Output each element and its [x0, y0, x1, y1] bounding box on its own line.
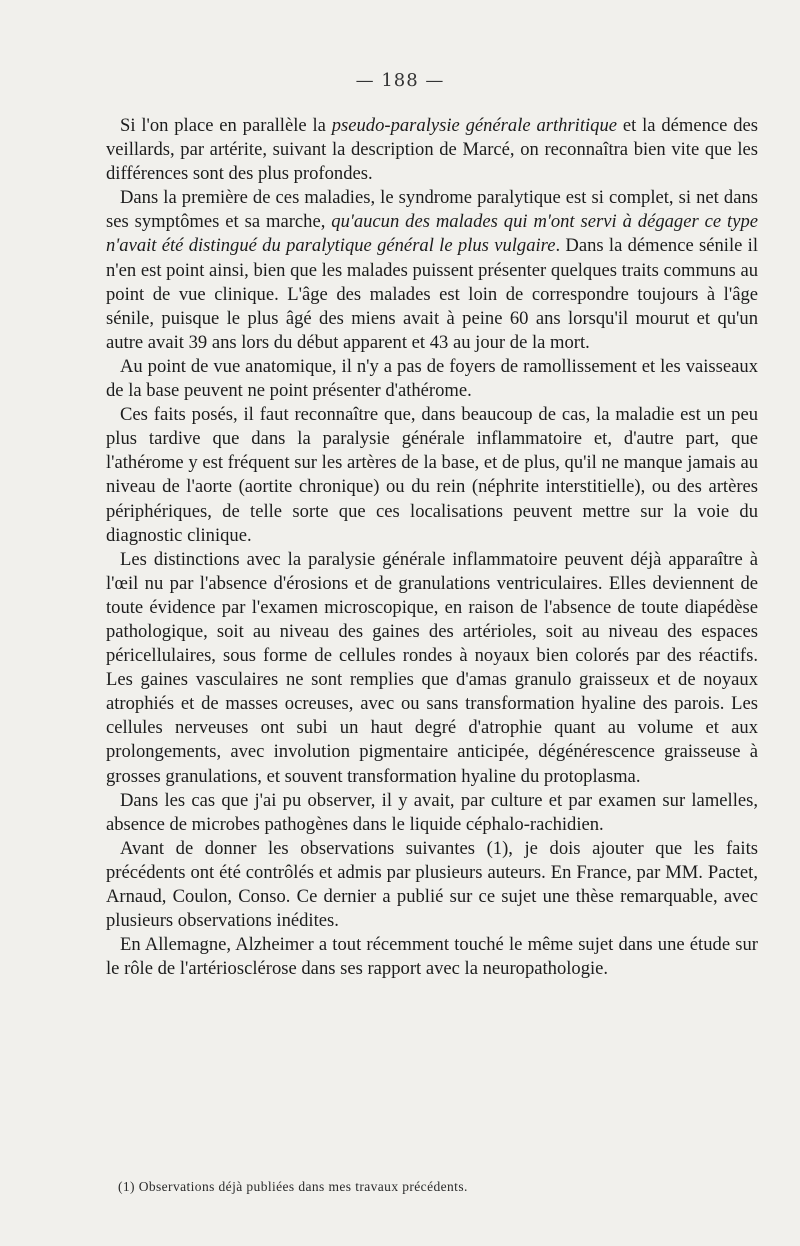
paragraph-4: Ces faits posés, il faut reconnaître que, dans beaucoup de cas, la maladie est un peu plus tardive que dans la paralysie générale inflammatoire et, d'autre part, que l'athérome y est fréquent sur les artères de la base, et de plus, qu'il ne manque jamais au niveau de l'aorte (aortite chronique) ou du rein (néphrite interstitielle), ou des artères périphériques, de telle sorte que ces localisations peuvent mettre sur la voie du diagnostic clinique.: [106, 404, 758, 546]
body-text: [106, 114, 758, 981]
paragraph-1: Si l'on place en parallèle la pseudo-paralysie générale arthritique et la démence des veillards, par artérite, suivant la description de Marcé, on reconnaîtra bien vite que les différences sont des plus profondes.: [106, 115, 758, 185]
paragraph-6: Dans les cas que j'ai pu observer, il y avait, par culture et par examen sur lamelles, absence de microbes pathogènes dans le liquide céphalo-rachidien.: [106, 789, 758, 835]
italic-phrase: qu'aucun des malades qui m'ont servi à dégager ce type n'avait été distingué du paralytique général le plus vulgaire: [106, 211, 758, 257]
paragraph-5: Les distinctions avec la paralysie générale inflammatoire peuvent déjà apparaître à l'œil nu par l'absence d'érosions et de granulations ventriculaires. Elles deviennent de toute évidence par l'examen microscopique, en raison de l'absence de toute diapédèse pathologique, soit au niveau des gaines des artérioles, soit au niveau des espaces péricellulaires, sous forme de cellules rondes à noyaux bien colorés par des réactifs. Les gaines vasculaires ne sont remplies que d'amas granulo graisseux et de noyaux atrophiés et de masses ocreuses, avec ou sans transformation hyaline des parois. Les cellules nerveuses ont subi un haut degré d'atrophie quant au volume et aux prolongements, avec involution pigmentaire anticipée, dégénérescence graisseuse à grosses granulations, et souvent transformation hyaline du protoplasma.: [106, 548, 758, 787]
footnote: (1) Observations déjà publiées dans mes travaux précédents.: [118, 1179, 468, 1194]
paragraph-2: Dans la première de ces maladies, le syndrome paralytique est si complet, si net dans ses symptômes et sa marche, qu'aucun des malades qui m'ont servi à dégager ce type n'avait été distingué du paralytique général le plus vulgaire. Dans la démence sénile il n'en est point ainsi, bien que les malades puissent présenter quelques traits communs au point de vue clinique. L'âge des malades est loin de correspondre toujours à l'âge sénile, puisque le plus âgé des miens avait à peine 60 ans lorsqu'il mourut et qu'un autre avait 39 ans lors du début apparent et 43 au jour de la mort.: [106, 187, 758, 353]
paragraph-3: Au point de vue anatomique, il n'y a pas de foyers de ramollissement et les vaisseaux de la base peuvent ne point présenter d'athérome.: [106, 355, 758, 402]
italic-phrase: pseudo-paralysie générale arthritique: [331, 115, 618, 136]
page-number: — 188 —: [355, 70, 445, 91]
paragraph-7: Avant de donner les observations suivantes (1), je dois ajouter que les faits précédents ont été contrôlés et admis par plusieurs auteurs. En France, par MM. Pactet, Arnaud, Coulon, Conso. Ce dernier a publié sur ce sujet une thèse remarquable, avec plusieurs observations inédites.: [106, 837, 758, 932]
paragraph-8: En Allemagne, Alzheimer a tout récemment touché le même sujet dans une étude sur le rôle de l'artériosclérose dans ses rapport avec la neuropathologie.: [106, 934, 758, 980]
